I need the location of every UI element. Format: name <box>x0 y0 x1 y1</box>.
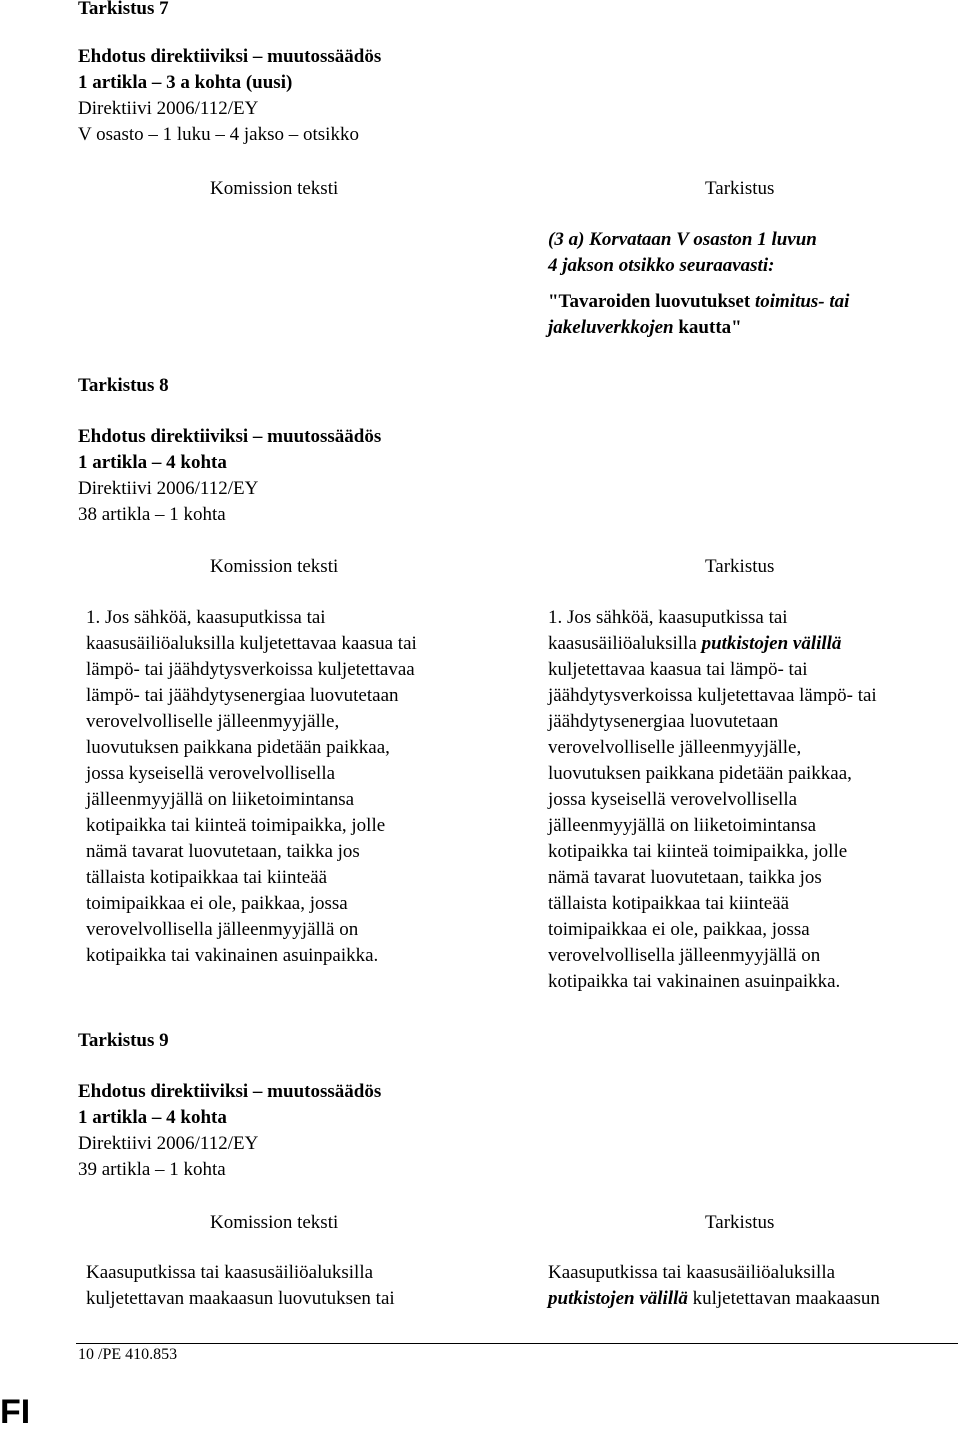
amendment-7-article: 1 artikla – 3 a kohta (uusi) <box>78 72 293 93</box>
amendment-9-commission-label: Komission teksti <box>210 1212 339 1233</box>
amendment-8-proposal: Ehdotus direktiiviksi – muutossäädös <box>78 426 382 447</box>
text-line: tällaista kotipaikkaa tai kiinteää <box>548 893 790 914</box>
amendment-8-reference: 38 artikla – 1 kohta <box>78 504 226 525</box>
amendment-8-article: 1 artikla – 4 kohta <box>78 452 227 473</box>
text-fragment: kuljetettavan maakaasun <box>687 1288 880 1309</box>
amendment-9-amendment-label: Tarkistus <box>705 1212 775 1233</box>
text-fragment: kaasusäiliöaluksilla <box>548 633 702 654</box>
amendment-7-line: 4 jakson otsikko seuraavasti: <box>548 255 775 276</box>
amendment-8-directive: Direktiivi 2006/112/EY <box>78 478 259 499</box>
text-line: luovutuksen paikkana pidetään paikkaa, <box>86 737 390 758</box>
amendment-8-amendment-label: Tarkistus <box>705 556 775 577</box>
text-line: jäähdytysverkoissa kuljetettavaa lämpö- tai <box>548 685 877 706</box>
text-line: verovelvollisella jälleenmyyjällä on <box>548 945 821 966</box>
footer-page-reference: 10 /PE 410.853 <box>78 1346 178 1363</box>
amendment-9-directive: Direktiivi 2006/112/EY <box>78 1133 259 1154</box>
text-line: nämä tavarat luovutetaan, taikka jos <box>86 841 360 862</box>
amendment-7-line: (3 a) Korvataan V osaston 1 luvun <box>548 229 817 250</box>
amendment-7-commission-label: Komission teksti <box>210 178 339 199</box>
text-line: jossa kyseisellä verovelvollisella <box>86 763 336 784</box>
text-line: jälleenmyyjällä on liiketoimintansa <box>548 815 817 836</box>
text-line: lämpö- tai jäähdytysenergiaa luovutetaan <box>86 685 399 706</box>
text-line: kuljetettavaa kaasua tai lämpö- tai <box>548 659 808 680</box>
text-line: tällaista kotipaikkaa tai kiinteää <box>86 867 328 888</box>
footer-rule <box>76 1343 958 1344</box>
text-line: kaasusäiliöaluksilla kuljetettavaa kaasua tai <box>86 633 417 654</box>
amendment-8-amended-text <box>548 605 877 995</box>
amendment-7-quote <box>548 289 849 341</box>
text-line: kuljetettavan maakaasun luovutuksen tai <box>86 1288 395 1309</box>
amendment-emphasis: putkistojen välillä <box>701 633 842 654</box>
text-line: verovelvollisella jälleenmyyjällä on <box>86 919 359 940</box>
text-line: verovelvolliselle jälleenmyyjälle, <box>86 711 340 732</box>
amendment-7-text <box>548 227 817 279</box>
text-line: jälleenmyyjällä on liiketoimintansa <box>86 789 355 810</box>
text-line: jossa kyseisellä verovelvollisella <box>548 789 798 810</box>
text-line: nämä tavarat luovutetaan, taikka jos <box>548 867 822 888</box>
text-line: toimipaikkaa ei ole, paikkaa, jossa <box>86 893 348 914</box>
text-line: kotipaikka tai kiinteä toimipaikka, jolle <box>548 841 848 862</box>
text-line: lämpö- tai jäähdytysverkoissa kuljetettavaa <box>86 659 415 680</box>
amendment-8-commission-label: Komission teksti <box>210 556 339 577</box>
amendment-8-title: Tarkistus 8 <box>78 375 169 396</box>
amendment-7-reference: V osasto – 1 luku – 4 jakso – otsikko <box>78 124 359 145</box>
amendment-9-title: Tarkistus 9 <box>78 1030 169 1051</box>
text-line: kotipaikka tai vakinainen asuinpaikka. <box>86 945 379 966</box>
amendment-7-title: Tarkistus 7 <box>78 0 169 19</box>
text-line: 1. Jos sähköä, kaasuputkissa tai <box>86 607 326 628</box>
text-line: Kaasuputkissa tai kaasusäiliöaluksilla <box>86 1262 374 1283</box>
text-line: luovutuksen paikkana pidetään paikkaa, <box>548 763 852 784</box>
language-code: FI <box>0 1393 31 1431</box>
quote-emphasis: toimitus- tai <box>754 291 850 312</box>
amendment-7-amendment-label: Tarkistus <box>705 178 775 199</box>
amendment-emphasis: putkistojen välillä <box>548 1288 688 1309</box>
amendment-8-commission-text <box>86 605 417 969</box>
text-line: 1. Jos sähköä, kaasuputkissa tai <box>548 607 788 628</box>
text-line: Kaasuputkissa tai kaasusäiliöaluksilla <box>548 1262 836 1283</box>
text-line: kotipaikka tai kiinteä toimipaikka, jolle <box>86 815 386 836</box>
amendment-9-commission-text <box>86 1260 395 1312</box>
text-line: toimipaikkaa ei ole, paikkaa, jossa <box>548 919 810 940</box>
quote-emphasis: jakeluverkkojen <box>548 317 674 338</box>
amendment-9-amended-text <box>548 1260 880 1312</box>
text-line: jäähdytysenergiaa luovutetaan <box>548 711 779 732</box>
text-line: verovelvolliselle jälleenmyyjälle, <box>548 737 802 758</box>
amendment-9-article: 1 artikla – 4 kohta <box>78 1107 227 1128</box>
quote-open: "Tavaroiden luovutukset <box>548 291 755 312</box>
amendment-9-reference: 39 artikla – 1 kohta <box>78 1159 226 1180</box>
amendment-9-proposal: Ehdotus direktiiviksi – muutossäädös <box>78 1081 382 1102</box>
amendment-7-directive: Direktiivi 2006/112/EY <box>78 98 259 119</box>
amendment-7-proposal: Ehdotus direktiiviksi – muutossäädös <box>78 46 382 67</box>
quote-close: kautta" <box>673 317 742 338</box>
text-line: kotipaikka tai vakinainen asuinpaikka. <box>548 971 841 992</box>
